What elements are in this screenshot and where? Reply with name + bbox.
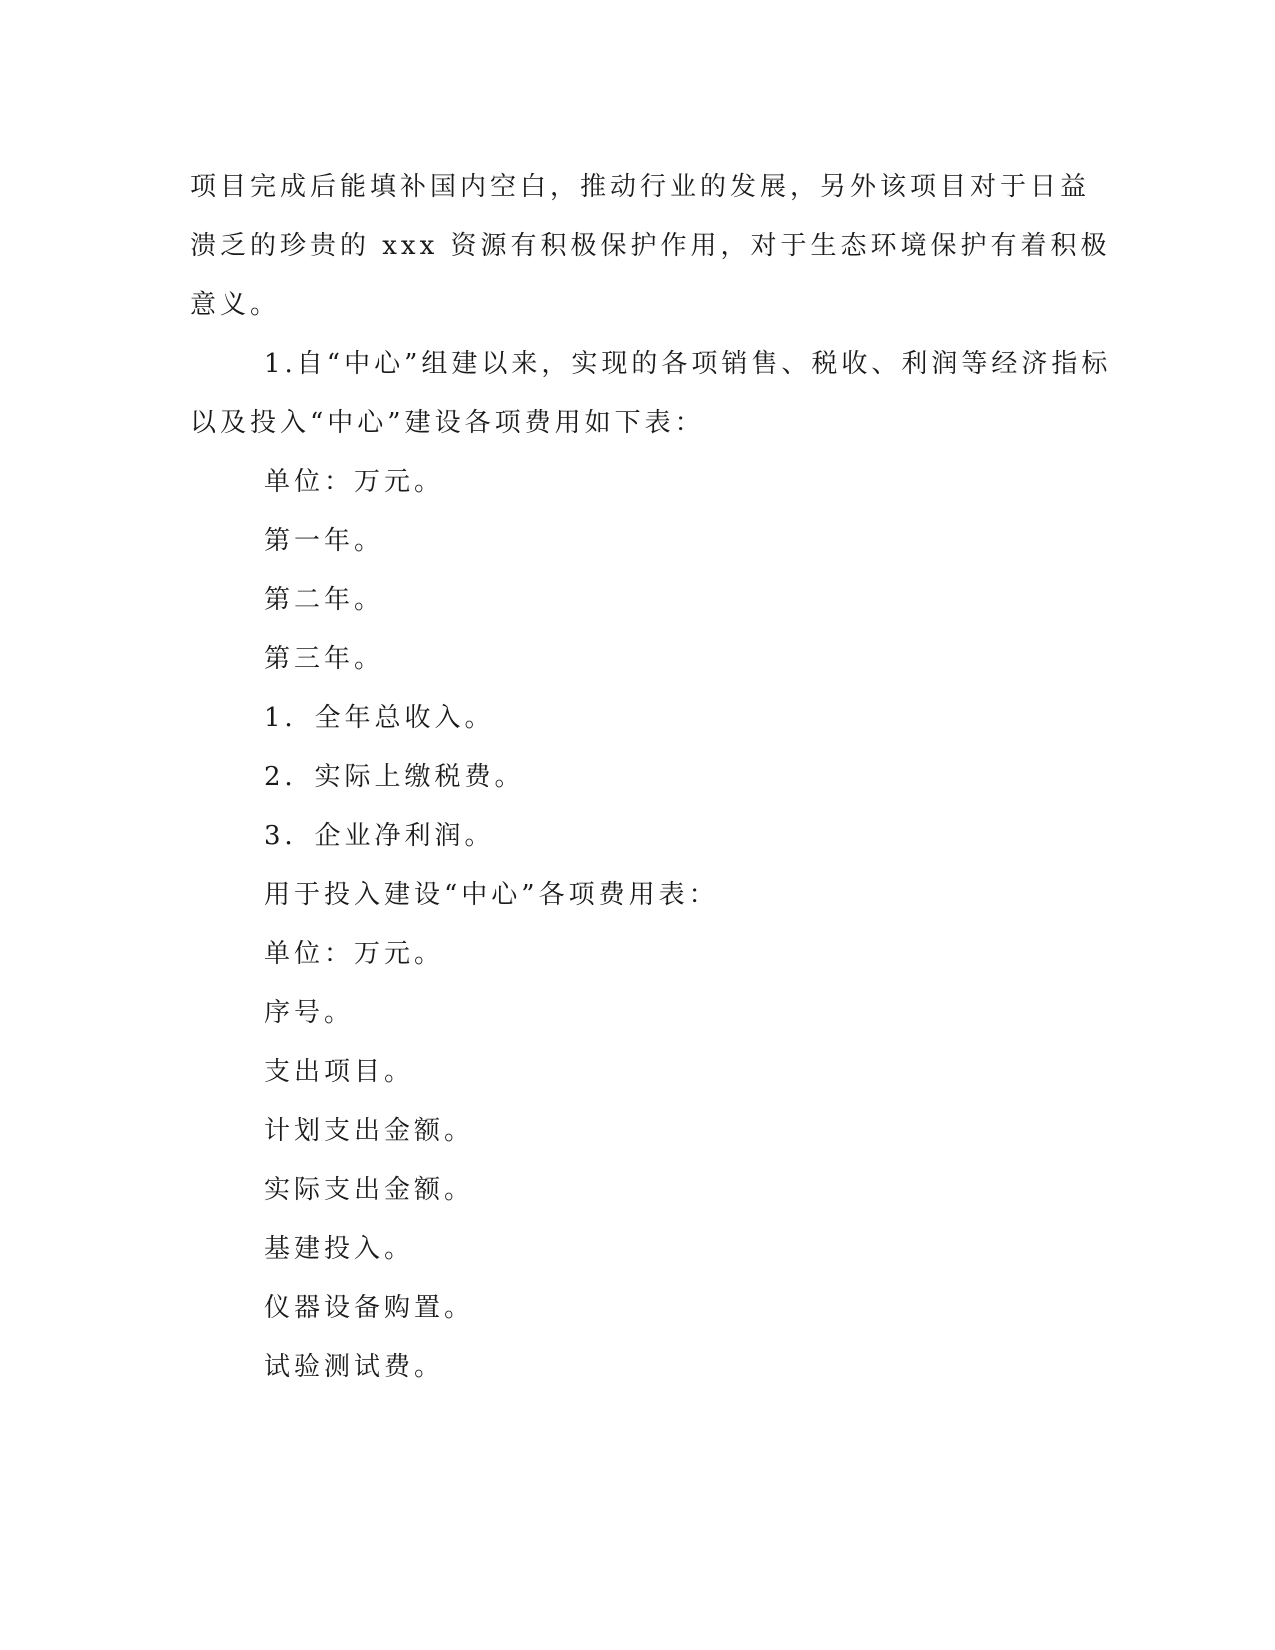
list-item-serial-number: 序号。 [264,998,355,1028]
list-item-expense-item: 支出项目。 [264,1057,415,1087]
list-item-actual-amount: 实际支出金额。 [264,1175,475,1205]
intro-line-3: 意义。 [190,290,281,320]
list-item-planned-amount: 计划支出金额。 [264,1116,475,1146]
list-item-taxes-paid: 2．实际上缴税费。 [264,762,525,792]
list-item-testing-fee: 试验测试费。 [264,1352,445,1382]
list-item-expense-table-title: 用于投入建设“中心”各项费用表： [264,880,719,910]
list-item-year-2: 第二年。 [264,585,385,615]
list-item-total-income: 1．全年总收入。 [264,703,495,733]
list-item-equipment: 仪器设备购置。 [264,1293,475,1323]
list-item-year-3: 第三年。 [264,644,385,674]
list-item-unit-1: 单位：万元。 [264,467,445,497]
list-item-year-1: 第一年。 [264,526,385,556]
list-item-unit-2: 单位：万元。 [264,939,445,969]
intro-line-1: 项目完成后能填补国内空白，推动行业的发展，另外该项目对于日益 [190,172,1091,202]
intro-line-2: 溃乏的珍贵的 xxx 资源有积极保护作用，对于生态环境保护有着积极 [190,231,1111,261]
list-item-infrastructure: 基建投入。 [264,1234,415,1264]
section1-line-2: 以及投入“中心”建设各项费用如下表： [190,408,705,438]
list-item-net-profit: 3．企业净利润。 [264,821,495,851]
section1-line-1: 1.自“中心”组建以来，实现的各项销售、税收、利润等经济指标 [264,349,1112,379]
